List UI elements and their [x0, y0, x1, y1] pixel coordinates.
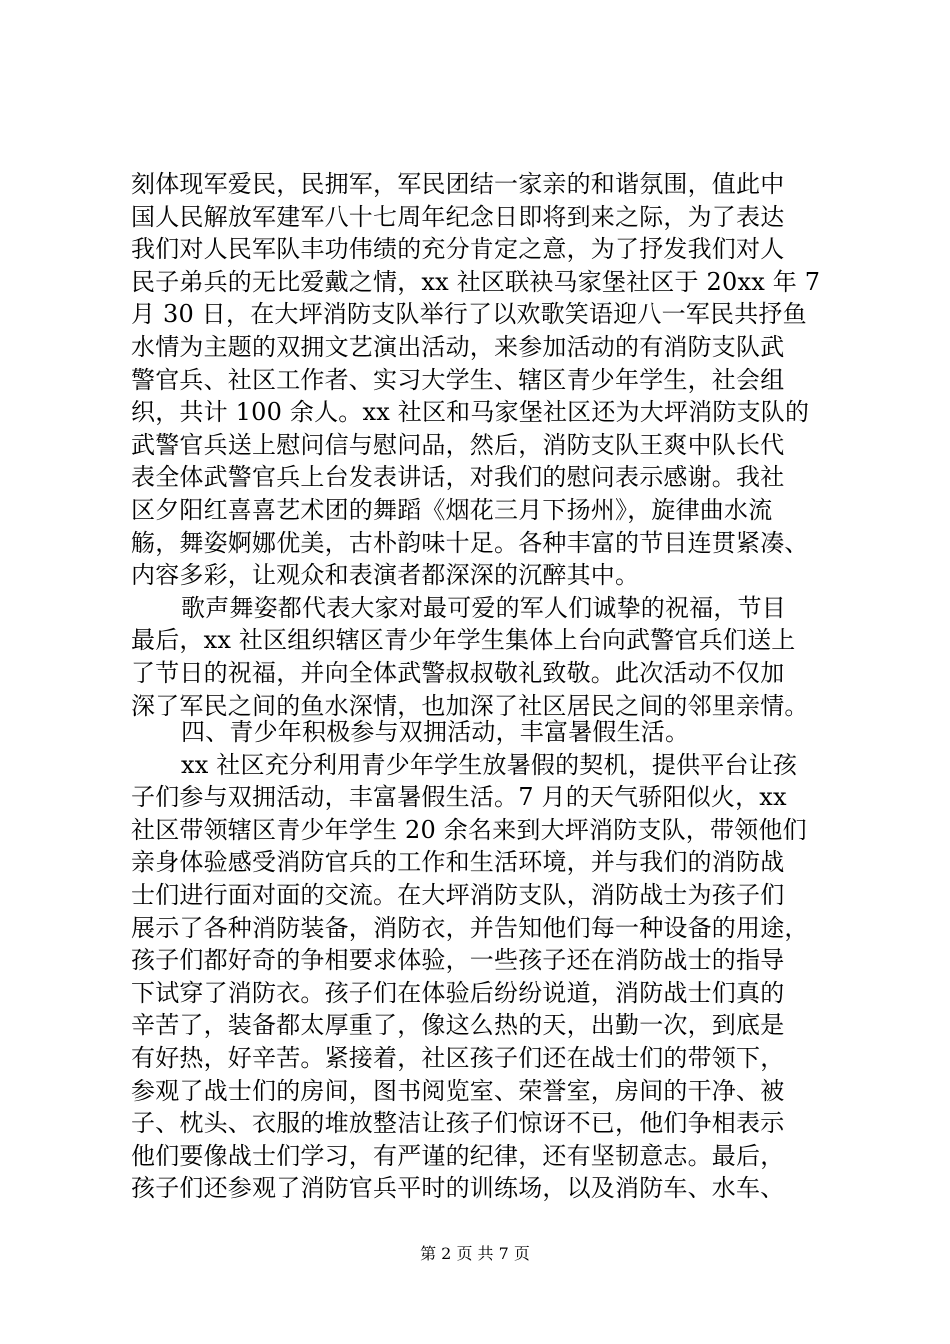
text-line: 内容多彩，让观众和表演者都深深的沉醉其中。	[131, 561, 640, 590]
text-line: 月 30 日，在大坪消防支队举行了以欢歌笑语迎八一军民共抒鱼	[131, 300, 807, 329]
text-line: 国人民解放军建军八十七周年纪念日即将到来之际，为了表达	[131, 202, 785, 231]
text-line: 孩子们都好奇的争相要求体验，一些孩子还在消防战士的指导	[131, 946, 785, 975]
text-line: 民子弟兵的无比爱戴之情，xx 社区联袂马家堡社区于 20xx 年 7	[131, 267, 821, 296]
text-line: 武警官兵送上慰问信与慰问品，然后，消防支队王爽中队长代	[131, 430, 785, 459]
text-line: 深了军民之间的鱼水深情，也加深了社区居民之间的邻里亲情。	[131, 691, 809, 720]
text-line: 展示了各种消防装备，消防衣，并告知他们每一种设备的用途，	[131, 913, 809, 942]
body-text-section-2	[131, 716, 831, 1205]
text-line: 警官兵、社区工作者、实习大学生、辖区青少年学生，社会组	[131, 365, 785, 394]
text-line: 社区带领辖区青少年学生 20 余名来到大坪消防支队，带领他们	[131, 815, 807, 844]
body-text-section-1	[131, 168, 831, 722]
text-line: 觞，舞姿婀娜优美，古朴韵味十足。各种丰富的节目连贯紧凑、	[131, 528, 809, 557]
text-line: 子们参与双拥活动，丰富暑假生活。7 月的天气骄阳似火，xx	[131, 783, 787, 812]
text-line: 最后，xx 社区组织辖区青少年学生集体上台向武警官兵们送上	[131, 626, 796, 655]
text-line: 子、枕头、衣服的堆放整洁让孩子们惊讶不已，他们争相表示	[131, 1109, 785, 1138]
page-number: 第 2 页 共 7 页	[420, 1244, 530, 1263]
text-line: 水情为主题的双拥文艺演出活动，来参加活动的有消防支队武	[131, 332, 785, 361]
text-line: 我们对人民军队丰功伟绩的充分肯定之意，为了抒发我们对人	[131, 235, 785, 264]
text-line: 区夕阳红喜喜艺术团的舞蹈《烟花三月下扬州》，旋律曲水流	[131, 495, 773, 524]
text-line: 辛苦了，装备都太厚重了，像这么热的天，出勤一次，到底是	[131, 1011, 785, 1040]
text-line: 他们要像战士们学习，有严谨的纪律，还有坚韧意志。最后，	[131, 1141, 785, 1170]
section-heading: 四、青少年积极参与双拥活动，丰富暑假生活。	[181, 718, 690, 746]
text-line: 表全体武警官兵上台发表讲话，对我们的慰问表示感谢。我社	[131, 463, 785, 492]
paragraph-first-line: 歌声舞姿都代表大家对最可爱的军人们诚挚的祝福，节目	[181, 593, 786, 622]
text-line: 参观了战士们的房间，图书阅览室、荣誉室，房间的干净、被	[131, 1076, 785, 1105]
text-line: 织，共计 100 余人。xx 社区和马家堡社区还为大坪消防支队的	[131, 398, 810, 427]
paragraph-first-line: xx 社区充分利用青少年学生放暑假的契机，提供平台让孩	[181, 750, 798, 779]
text-line: 了节日的祝福，并向全体武警叔叔敬礼致敬。此次活动不仅加	[131, 658, 785, 687]
text-line: 刻体现军爱民，民拥军，军民团结一家亲的和谐氛围，值此中	[131, 170, 785, 198]
text-line: 亲身体验感受消防官兵的工作和生活环境，并与我们的消防战	[131, 848, 785, 877]
text-line: 有好热，好辛苦。紧接着，社区孩子们还在战士们的带领下，	[131, 1043, 785, 1072]
text-line: 下试穿了消防衣。孩子们在体验后纷纷说道，消防战士们真的	[131, 978, 785, 1007]
text-line: 孩子们还参观了消防官兵平时的训练场，以及消防车、水车、	[131, 1174, 785, 1203]
text-line: 士们进行面对面的交流。在大坪消防支队，消防战士为孩子们	[131, 880, 785, 909]
